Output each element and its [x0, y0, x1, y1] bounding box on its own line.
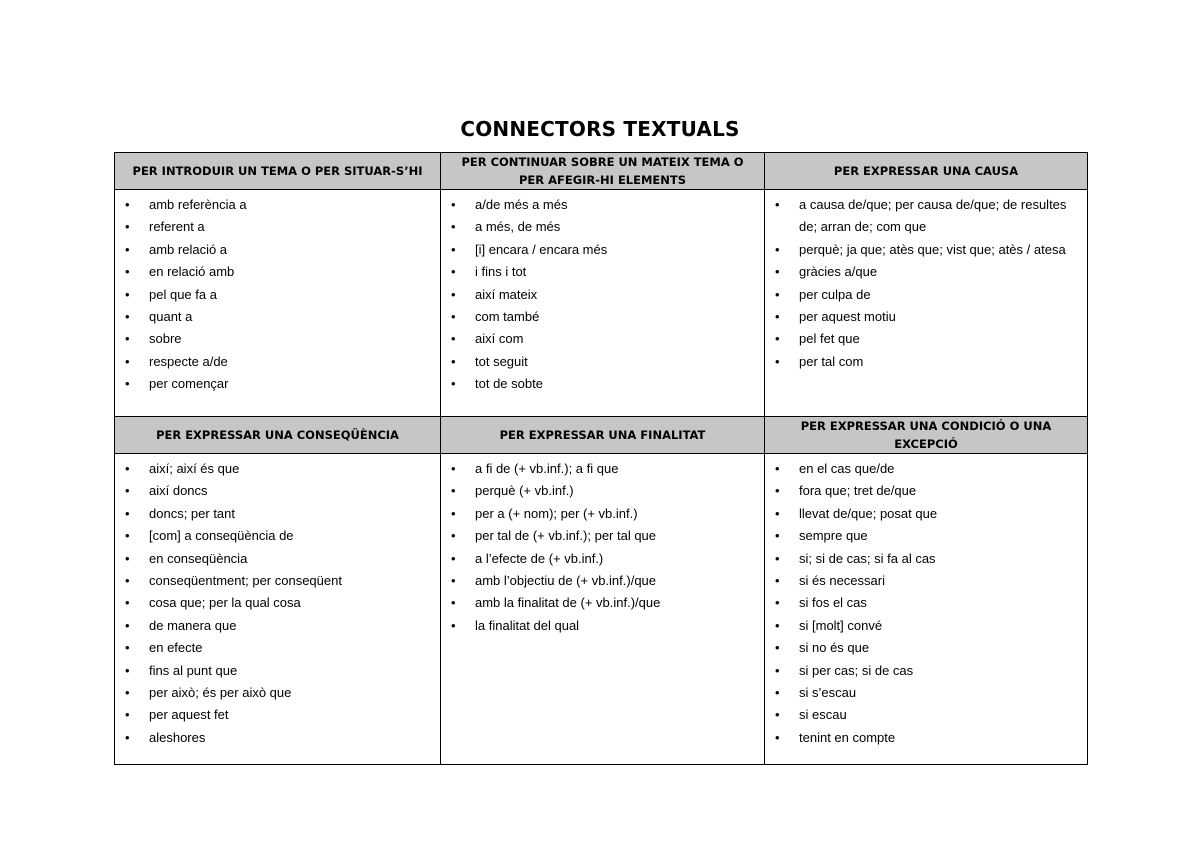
section-cell: [765, 190, 1088, 417]
section-heading: PER CONTINUAR SOBRE UN MATEIX TEMA O PER AFEGIR-HI ELEMENTS: [441, 153, 765, 190]
connector-item: • tenint en compte: [765, 727, 1087, 749]
connector-list: [115, 190, 440, 408]
section-heading: PER EXPRESSAR UNA CONDICIÓ O UNA EXCEPCIÓ: [765, 417, 1088, 454]
connector-item: • amb referència a: [115, 194, 440, 216]
connector-list: [765, 190, 1087, 385]
connector-item: • per tal com: [765, 351, 1087, 373]
connector-item: • amb relació a: [115, 239, 440, 261]
connector-item: • llevat de/que; posat que: [765, 503, 1087, 525]
connector-list: [441, 454, 764, 649]
section-cell: [441, 190, 765, 417]
connector-item: • de manera que: [115, 615, 440, 637]
connector-item: • amb la finalitat de (+ vb.inf.)/que: [441, 592, 764, 614]
connector-item: • fins al punt que: [115, 660, 440, 682]
section-heading: PER INTRODUIR UN TEMA O PER SITUAR-S’HI: [115, 153, 441, 190]
connector-item: • a causa de/que; per causa de/que; de resultes de; arran de; com que: [765, 194, 1087, 239]
connector-item: • cosa que; per la qual cosa: [115, 592, 440, 614]
section-cell: [115, 454, 441, 765]
connector-item: • si [molt] convé: [765, 615, 1087, 637]
connector-item: • perquè; ja que; atès que; vist que; atès / atesa: [765, 239, 1087, 261]
connector-item: • per tal de (+ vb.inf.); per tal que: [441, 525, 764, 547]
connector-item: • si s’escau: [765, 682, 1087, 704]
connector-item: • [com] a conseqüència de: [115, 525, 440, 547]
connector-item: • per culpa de: [765, 284, 1087, 306]
connector-item: • si escau: [765, 704, 1087, 726]
connector-item: • per a (+ nom); per (+ vb.inf.): [441, 503, 764, 525]
connector-item: • fora que; tret de/que: [765, 480, 1087, 502]
connector-item: • així; així és que: [115, 458, 440, 480]
connector-item: • així doncs: [115, 480, 440, 502]
connector-item: • així mateix: [441, 284, 764, 306]
connector-item: • a l’efecte de (+ vb.inf.): [441, 548, 764, 570]
connector-item: • si fos el cas: [765, 592, 1087, 614]
connector-item: • si no és que: [765, 637, 1087, 659]
connector-item: • amb l’objectiu de (+ vb.inf.)/que: [441, 570, 764, 592]
page-title: CONNECTORS TEXTUALS: [460, 117, 740, 142]
connector-item: • a més, de més: [441, 216, 764, 238]
connector-item: • la finalitat del qual: [441, 615, 764, 637]
section-cell: [441, 454, 765, 765]
connector-item: • a fi de (+ vb.inf.); a fi que: [441, 458, 764, 480]
connectors-table: [114, 152, 1088, 765]
connector-list: [765, 454, 1087, 761]
connector-item: • per començar: [115, 373, 440, 395]
connector-item: • perquè (+ vb.inf.): [441, 480, 764, 502]
connector-item: • gràcies a/que: [765, 261, 1087, 283]
section-heading: PER EXPRESSAR UNA CAUSA: [765, 153, 1088, 190]
connector-item: • sempre que: [765, 525, 1087, 547]
connector-item: • [i] encara / encara més: [441, 239, 764, 261]
connector-item: • tot seguit: [441, 351, 764, 373]
connector-item: • doncs; per tant: [115, 503, 440, 525]
connector-item: • en conseqüència: [115, 548, 440, 570]
connector-list: [441, 190, 764, 408]
connector-item: • referent a: [115, 216, 440, 238]
connector-item: • respecte a/de: [115, 351, 440, 373]
connector-list: [115, 454, 440, 761]
connector-item: • si per cas; si de cas: [765, 660, 1087, 682]
connector-item: • aleshores: [115, 727, 440, 749]
connector-item: • conseqüentment; per conseqüent: [115, 570, 440, 592]
section-cell: [765, 454, 1088, 765]
connector-item: • en efecte: [115, 637, 440, 659]
connector-item: • en relació amb: [115, 261, 440, 283]
connector-item: • en el cas que/de: [765, 458, 1087, 480]
connector-item: • quant a: [115, 306, 440, 328]
section-heading: PER EXPRESSAR UNA CONSEQÜÈNCIA: [115, 417, 441, 454]
connector-item: • i fins i tot: [441, 261, 764, 283]
connector-item: • a/de més a més: [441, 194, 764, 216]
connector-item: • per això; és per això que: [115, 682, 440, 704]
connector-item: • pel que fa a: [115, 284, 440, 306]
connector-item: • pel fet que: [765, 328, 1087, 350]
section-cell: [115, 190, 441, 417]
connector-item: • tot de sobte: [441, 373, 764, 395]
connector-item: • sobre: [115, 328, 440, 350]
connector-item: • per aquest fet: [115, 704, 440, 726]
connector-item: • per aquest motiu: [765, 306, 1087, 328]
connector-item: • si és necessari: [765, 570, 1087, 592]
connector-item: • així com: [441, 328, 764, 350]
connector-item: • com també: [441, 306, 764, 328]
connector-item: • si; si de cas; si fa al cas: [765, 548, 1087, 570]
section-heading: PER EXPRESSAR UNA FINALITAT: [441, 417, 765, 454]
